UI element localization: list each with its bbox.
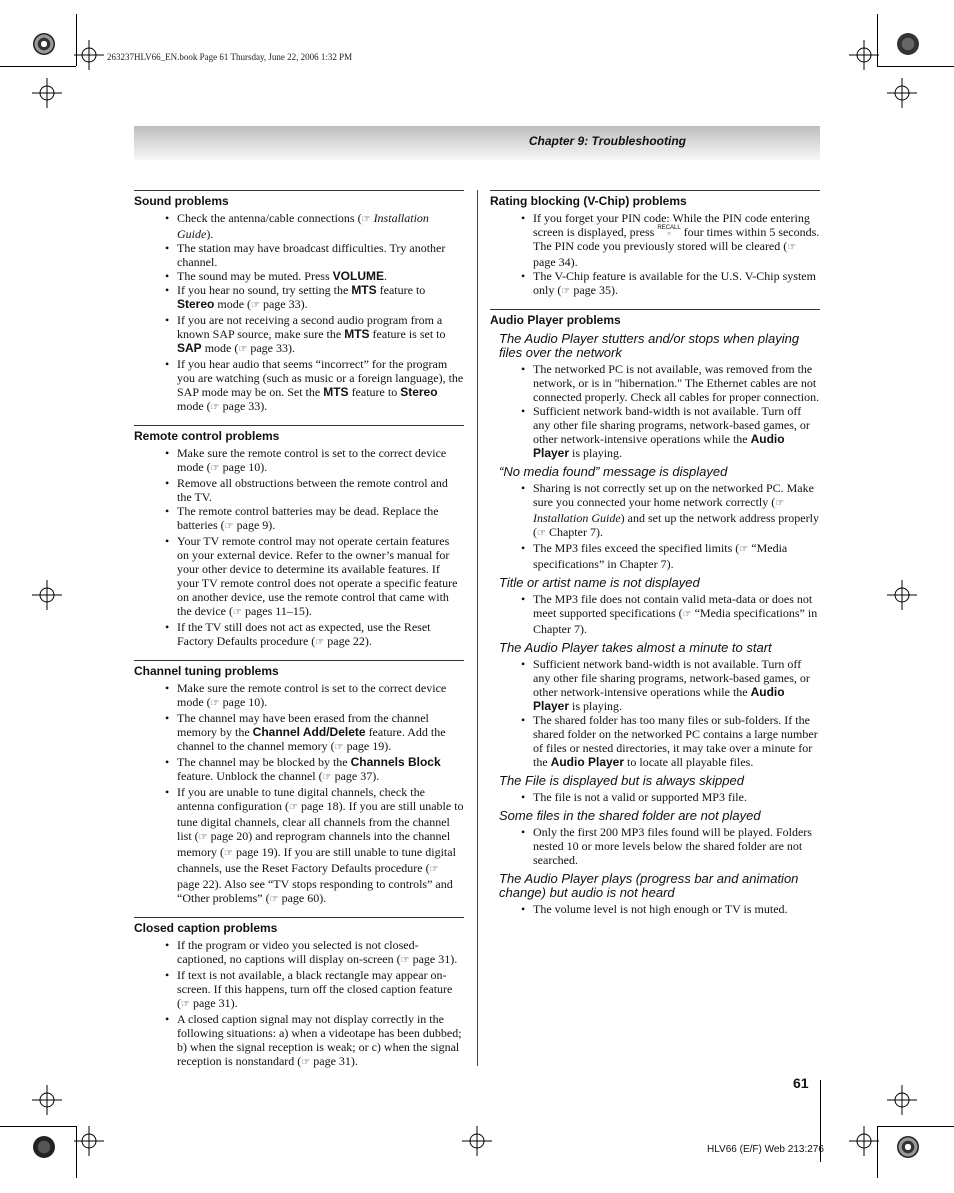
- page-reference-icon: ☞: [787, 242, 797, 253]
- list-item: • If you hear no sound, try setting the MTS feature to Stereo mode (☞ page 33).: [177, 283, 464, 313]
- list-item: • The volume level is not high enough or TV is muted.: [533, 902, 820, 916]
- list-item: • If you are unable to tune digital channels, check the antenna configuration (☞ page 18). If you are still unable to tune digital channels, clear all channels from the channel list (☞ page 20) and reprogram channels into the channel memory (☞ page 19). If you are still unable to tune digital channels, use the Reset Factory Defaults procedure (☞ page 22). Also see “TV stops responding to controls” and “Other problems” (☞ page 60).: [177, 785, 464, 907]
- problem-heading: The Audio Player takes almost a minute to start: [499, 640, 772, 655]
- page-reference-icon: ☞: [288, 802, 298, 813]
- right-column: [490, 190, 820, 926]
- page-reference-icon: ☞: [315, 637, 325, 648]
- crop-line: [877, 1126, 954, 1127]
- list-item: • Check the antenna/cable connections (☞ Installation Guide).: [177, 211, 464, 241]
- page-reference-icon: ☞: [775, 498, 785, 509]
- list-item: • The networked PC is not available, was removed from the network, or is in "hibernation." The Ethernet cables are not connected properly. Check all cables for proper connection.: [533, 362, 820, 404]
- problem-heading: Title or artist name is not displayed: [499, 575, 700, 590]
- registration-mark-icon: [32, 1085, 62, 1115]
- problem-heading: The Audio Player plays (progress bar and animation change) but audio is not heard: [499, 871, 799, 900]
- list-item: • If the TV still does not act as expected, use the Reset Factory Defaults procedure (☞ page 22).: [177, 620, 464, 650]
- book-info: 263237HLV66_EN.book Page 61 Thursday, June 22, 2006 1:32 PM: [107, 52, 353, 62]
- section-title: Closed caption problems: [134, 917, 464, 935]
- page-reference-icon: ☞: [739, 544, 749, 555]
- section-title: Sound problems: [134, 190, 464, 208]
- crop-line: [877, 66, 954, 67]
- page-reference-icon: ☞: [301, 1057, 311, 1068]
- registration-mark-icon: [74, 1126, 104, 1156]
- list-item: • Remove all obstructions between the remote control and the TV.: [177, 476, 464, 504]
- list-item: • Your TV remote control may not operate certain features on your external device. Refer to the owner’s manual for your other device to determine its available features. If your TV remote control does not operate a specific feature on another device, use the remote control that came with the device (☞ pages 11–15).: [177, 534, 464, 620]
- list-item: • If you forget your PIN code: While the PIN code entering screen is displayed, press RECALL ○ four times within 5 seconds. The PIN code you previously stored will be cleared (☞ page 34).: [533, 211, 820, 269]
- list-item: • If you are not receiving a second audio program from a known SAP source, make sure the MTS feature is set to SAP mode (☞ page 33).: [177, 313, 464, 357]
- audio-player-problems-section: [490, 309, 820, 916]
- list-item: • The channel may have been erased from the channel memory by the Channel Add/Delete feature. Add the channel to the channel memory (☞ page 19).: [177, 711, 464, 755]
- page-reference-icon: ☞: [361, 214, 371, 225]
- page-reference-icon: ☞: [198, 832, 208, 843]
- list-item: • The MP3 files exceed the specified limits (☞ “Media specifications” in Chapter 7).: [533, 541, 820, 571]
- chapter-header-band: [134, 126, 820, 160]
- problem-heading: Some files in the shared folder are not played: [499, 808, 761, 823]
- registration-mark-icon: [849, 40, 879, 70]
- page-reference-icon: ☞: [429, 864, 439, 875]
- left-column: [134, 190, 464, 1080]
- registration-dial-icon: [897, 33, 919, 55]
- footer-code: HLV66 (E/F) Web 213:276: [707, 1144, 824, 1155]
- page-reference-icon: ☞: [251, 300, 260, 311]
- registration-mark-icon: [74, 40, 104, 70]
- page-reference-icon: ☞: [238, 344, 248, 355]
- section-title: Channel tuning problems: [134, 660, 464, 678]
- list-item: • The remote control batteries may be dead. Replace the batteries (☞ page 9).: [177, 504, 464, 534]
- page-reference-icon: ☞: [210, 463, 220, 474]
- list-item: • Sufficient network band-width is not available. Turn off any other file sharing programs, network-based games, or other network-intensive operations while the Audio Player is playing.: [533, 657, 820, 713]
- column-divider: [477, 190, 478, 1066]
- list-item: • The MP3 file does not contain valid meta-data or does not meet supported specifications (☞ “Media specifications” in Chapter 7).: [533, 592, 820, 636]
- list-item: • If you hear audio that seems “incorrect” for the program you are watching (such as music or a foreign language), the SAP mode may be on. Set the MTS feature to Stereo mode (☞ page 33).: [177, 357, 464, 415]
- problem-heading: The Audio Player stutters and/or stops when playing files over the network: [499, 331, 800, 360]
- registration-mark-icon: [849, 1126, 879, 1156]
- page-reference-icon: ☞: [181, 999, 190, 1010]
- registration-dial-icon: [33, 1136, 55, 1158]
- registration-mark-icon: [462, 1126, 492, 1156]
- problem-heading: “No media found” message is displayed: [499, 464, 728, 479]
- section-title: Audio Player problems: [490, 309, 820, 327]
- registration-mark-icon: [32, 580, 62, 610]
- list-item: • Make sure the remote control is set to the correct device mode (☞ page 10).: [177, 681, 464, 711]
- registration-dial-icon: [897, 1136, 919, 1158]
- crop-line: [0, 1126, 76, 1127]
- page-reference-icon: ☞: [682, 609, 692, 620]
- list-item: • Make sure the remote control is set to the correct device mode (☞ page 10).: [177, 446, 464, 476]
- crop-line: [0, 66, 76, 67]
- list-item: • Sufficient network band-width is not available. Turn off any other file sharing programs, network-based games, or other network-intensive operations while the Audio Player is playing.: [533, 404, 820, 460]
- remote-control-problems-section: [134, 425, 464, 650]
- registration-mark-icon: [887, 78, 917, 108]
- recall-button-icon: RECALL ○: [657, 225, 681, 237]
- registration-mark-icon: [32, 78, 62, 108]
- closed-caption-problems-section: [134, 917, 464, 1070]
- page-reference-icon: ☞: [210, 698, 220, 709]
- page-reference-icon: ☞: [322, 772, 332, 783]
- list-item: • Only the first 200 MP3 files found will be played. Folders nested 10 or more levels below the shared folder are not searched.: [533, 825, 820, 867]
- list-item: • If the program or video you selected is not closed-captioned, no captions will display on-screen (☞ page 31).: [177, 938, 464, 968]
- list-item: • Sharing is not correctly set up on the networked PC. Make sure you connected your home network correctly (☞ Installation Guide) and set up the network address properly (☞ Chapter 7).: [533, 481, 820, 541]
- registration-mark-icon: [887, 1085, 917, 1115]
- registration-mark-icon: [887, 580, 917, 610]
- chapter-title: Chapter 9: Troubleshooting: [528, 134, 686, 148]
- page-reference-icon: ☞: [232, 607, 242, 618]
- list-item: • If text is not available, a black rectangle may appear on-screen. If this happens, turn off the closed caption feature (☞ page 31).: [177, 968, 464, 1012]
- list-item: • The V-Chip feature is available for the U.S. V-Chip system only (☞ page 35).: [533, 269, 820, 299]
- problem-heading: The File is displayed but is always skipped: [499, 773, 744, 788]
- list-item: • A closed caption signal may not display correctly in the following situations: a) when a videotape has been dubbed; b) when the signal reception is weak; or c) when the signal reception is nonstandard (☞ page 31).: [177, 1012, 464, 1070]
- page-reference-icon: ☞: [561, 286, 571, 297]
- list-item: • The station may have broadcast difficulties. Try another channel.: [177, 241, 464, 269]
- page-reference-icon: ☞: [210, 402, 220, 413]
- page-reference-icon: ☞: [400, 955, 410, 966]
- section-title: Remote control problems: [134, 425, 464, 443]
- page-reference-icon: ☞: [334, 742, 344, 753]
- vchip-problems-section: [490, 190, 820, 299]
- list-item: • The channel may be blocked by the Channels Block feature. Unblock the channel (☞ page 37).: [177, 755, 464, 785]
- page-reference-icon: ☞: [537, 528, 546, 539]
- sound-problems-section: [134, 190, 464, 415]
- list-item: • The sound may be muted. Press VOLUME.: [177, 269, 464, 283]
- registration-dial-icon: [33, 33, 55, 55]
- section-title: Rating blocking (V-Chip) problems: [490, 190, 820, 208]
- channel-tuning-problems-section: [134, 660, 464, 907]
- page-reference-icon: ☞: [224, 521, 234, 532]
- page-number: 61: [793, 1075, 809, 1091]
- page-reference-icon: ☞: [224, 848, 233, 859]
- page-reference-icon: ☞: [269, 894, 279, 905]
- list-item: • The shared folder has too many files or sub-folders. If the shared folder on the networked PC contains a large number of files or nested directories, it may take over a minute for the Audio Player to locate all playable files.: [533, 713, 820, 769]
- list-item: • The file is not a valid or supported MP3 file.: [533, 790, 820, 804]
